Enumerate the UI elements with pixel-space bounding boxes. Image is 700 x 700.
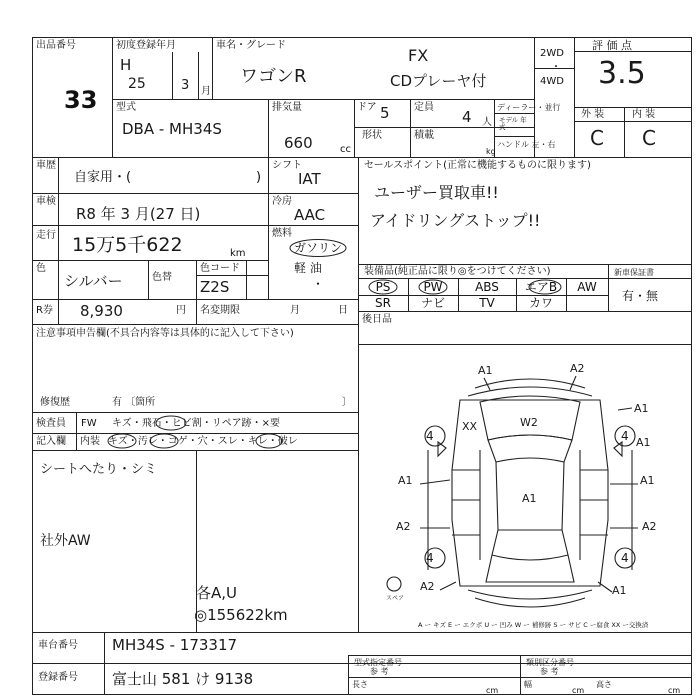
declaration-label: 注意事項申告欄(不具合内容等は具体的に記入して下さい) — [36, 328, 294, 339]
fuel-selected-circle — [288, 238, 348, 258]
reg-month-unit: 月 — [201, 86, 211, 97]
ext-label: 外 装 — [581, 109, 605, 120]
seats-unit: 人 — [482, 117, 492, 128]
lot-label: 出品番号 — [36, 40, 76, 51]
tax-label: R券 — [36, 305, 53, 316]
color-change-label: 色替 — [152, 272, 172, 283]
length-unit: cm — [486, 686, 499, 695]
reg-month: 3 — [181, 78, 190, 93]
equip-airbag: エアB — [524, 280, 558, 294]
repair-close: 〕 — [342, 397, 352, 408]
grade-note: CDプレーヤ付 — [390, 72, 487, 90]
mark-right-rear: A2 — [642, 520, 657, 533]
dealer-label: ディーラー・並行 — [497, 103, 561, 112]
mark-right-door: A1 — [640, 474, 655, 487]
mark-front-left-xx: XX — [462, 420, 478, 433]
fw-label: FW — [81, 418, 97, 429]
disp-label: 排気量 — [272, 102, 302, 113]
repair-label: 修復歴 — [40, 397, 70, 408]
exterior-items: キズ・飛石・ヒビ割・リペア跡・×要 — [112, 418, 280, 429]
sales-line2: アイドリングストップ!! — [370, 211, 541, 230]
inspection: R8 年 3 月(27 日) — [76, 205, 201, 223]
displacement: 660 — [284, 134, 313, 152]
mark-front-bumper: A1 — [478, 364, 493, 377]
mark-left-rear: A2 — [396, 520, 411, 533]
drive-4wd: 4WD — [540, 76, 564, 87]
category-label: 類別区分番号 — [526, 658, 574, 667]
shape-label: 形状 — [362, 130, 382, 141]
int-grade: C — [642, 126, 656, 150]
width-unit: cm — [572, 686, 585, 695]
sales-label: セールスポイント(正常に機能するものに限ります) — [364, 160, 591, 171]
frame-right — [691, 37, 692, 695]
reg-era: H — [120, 56, 132, 74]
plate-label: 登録番号 — [38, 672, 78, 683]
equip-sr: SR — [375, 296, 391, 310]
mark-hood: W2 — [520, 416, 538, 429]
mark-rear-left: A2 — [420, 580, 435, 593]
equip-abs: ABS — [475, 280, 499, 294]
mark-roof: A1 — [522, 492, 537, 505]
ac: AAC — [294, 206, 326, 224]
equipment-circles — [358, 278, 608, 296]
usage: 自家用・( — [74, 170, 132, 185]
sales-line1: ユーザー買取車!! — [374, 183, 499, 202]
name-change-day: 日 — [338, 305, 348, 316]
lot-number: 33 — [64, 86, 98, 114]
ac-label: 冷房 — [272, 196, 292, 207]
fuel-label: 燃料 — [272, 228, 292, 239]
usage-close: ) — [256, 170, 262, 185]
frame-left — [32, 37, 33, 695]
car-damage-diagram — [380, 360, 680, 630]
chassis: MH34S - 173317 — [112, 636, 238, 654]
svg-text:4: 4 — [426, 551, 434, 565]
name-change-label: 名変期限 — [200, 305, 240, 316]
equip-ps: PS — [375, 280, 391, 294]
model-cert-label: 型式指定番号 — [354, 658, 402, 667]
cargo-label: 積載 — [414, 130, 434, 141]
mileage-unit: km — [230, 248, 246, 259]
equip-tv: TV — [479, 296, 495, 310]
spare-label: スペア — [386, 595, 405, 602]
car-name: ワゴンR — [240, 66, 307, 87]
svg-text:4: 4 — [621, 429, 629, 443]
mark-right-mirror: A1 — [636, 436, 651, 449]
inspection-label: 車検 — [36, 196, 56, 207]
seats-label: 定員 — [414, 102, 434, 113]
model-label: 型式 — [116, 102, 136, 113]
chassis-label: 車台番号 — [38, 640, 78, 651]
model-year-label: モデル 年式 — [499, 116, 527, 131]
shift-label: シフト — [272, 160, 302, 171]
mark-right-fender: A1 — [634, 402, 649, 415]
door-label: ドア — [357, 102, 377, 113]
equip-aw: AW — [577, 280, 597, 294]
plate: 富士山 581 け 9138 — [112, 670, 254, 688]
mileage: 15万5千622 — [72, 234, 183, 256]
frame-top — [32, 37, 692, 38]
warranty-label: 新車保証書 — [614, 268, 654, 277]
seats: 4 — [462, 108, 472, 126]
auction-sheet: 出品番号 33 初度登録年月 H 25 3 月 車名・グレード ワゴンR FX CDプレーヤ付 2WD ・ 4WD 評 価 点 3.5 型式 DBA - MH34S 排気量 660 cc ドア 5 定員 4 人 形状 積載 kg ディーラー・並行 モデル 年式 ハンドル 左・右 外 装 内 装 C C 車歴 自家用・( ) 車検 R8 年 3 月(27 日) 走行 15万5千622 km 色 シルバー 色替 色コード Z2S R券 8,930 円 名変期限 月 日 シフト IAT 冷房 AAC 燃料 ガソリン 軽 油 ・ セールスポイント(正常に機能するものに限ります) ユーザー買取車!! アイドリングストップ!! 装備品(純正品に限り◎をつけてください) 新車保証書 有・無 PS PW ABS エアB AW SR ナビ TV カワ 後日品 注意事項申告欄(不具合内容等は具体的に記入して下さい) 修復歴 有 〔箇所 〕 検査員 記入欄 FW キズ・飛石・ヒビ割・リペア跡・×要 内装 キズ・汚レ・コゲ・穴・スレ・キレ・破レ シートへたり・シミ 社外AW 各A,U ◎155622km A1 A2 A1 XX W2 A1 A1 A1 A1 A2 A2 A2 A1 4 4 4 4 スペア A ー キズ E ー エクボ U ー 凹み W ー 補修跡 S ー サビ C ー腐食 XX ー交換済 車台番号 MH34S - 173317 登録番号 富士山 581 け 9138 型式指定番号 参 考 類別区分番号 参 考 長さ cm 幅 cm 高さ cm — [0, 0, 700, 700]
width-label: 幅 — [524, 680, 532, 689]
mark-front-right: A2 — [570, 362, 585, 375]
shift: IAT — [298, 170, 321, 188]
length-label: 長さ — [352, 680, 368, 689]
height-label: 高さ — [596, 680, 612, 689]
ref-2: 参 考 — [540, 667, 559, 676]
color-code-label: 色コード — [200, 263, 240, 274]
equipment-label: 装備品(純正品に限り◎をつけてください) — [364, 266, 551, 277]
reg-label: 初度登録年月 — [116, 40, 176, 51]
fuel-light: 軽 油 — [294, 261, 322, 275]
equip-pw: PW — [423, 280, 443, 294]
drive-2wd: 2WD — [540, 48, 564, 59]
usage-label: 車歴 — [36, 160, 56, 171]
equip-leather: カワ — [528, 296, 553, 310]
inspector-label: 検査員 — [36, 418, 66, 429]
equip-navi: ナビ — [420, 296, 445, 310]
entry-label: 記入欄 — [36, 436, 66, 447]
svg-text:4: 4 — [621, 551, 629, 565]
frame-bottom — [32, 694, 692, 695]
doors: 5 — [380, 104, 390, 122]
defect-circles — [100, 414, 360, 450]
car-label: 車名・グレード — [216, 40, 286, 51]
height-unit: cm — [668, 686, 681, 695]
reg-year: 25 — [128, 76, 146, 92]
model: DBA - MH34S — [122, 120, 222, 138]
hand-note-1: シートへたり・シミ — [40, 462, 158, 477]
damage-legend: A ー キズ E ー エクボ U ー 凹み W ー 補修跡 S ー サビ C ー腐食 XX ー交換済 — [418, 621, 649, 629]
handle-label: ハンドル 左・右 — [497, 140, 556, 149]
color-label: 色 — [36, 263, 46, 274]
hand-note-3: 各A,U — [196, 584, 238, 602]
score-label: 評 価 点 — [592, 39, 632, 52]
svg-text:4: 4 — [426, 429, 434, 443]
fuel-gas: ガソリン — [294, 241, 343, 255]
ext-grade: C — [590, 126, 604, 150]
interior-label: 内装 — [80, 436, 100, 447]
repair-value: 有 〔箇所 — [112, 397, 156, 408]
hand-note-4: ◎155622km — [194, 606, 288, 624]
name-change-month: 月 — [290, 305, 300, 316]
warranty: 有・無 — [622, 289, 659, 303]
score: 3.5 — [598, 56, 646, 91]
color-code: Z2S — [200, 278, 230, 296]
ref-1: 参 考 — [370, 667, 389, 676]
mileage-label: 走行 — [36, 230, 56, 241]
disp-unit: cc — [340, 144, 351, 155]
color: シルバー — [64, 272, 123, 290]
grade: FX — [408, 46, 429, 65]
hand-note-2: 社外AW — [40, 533, 91, 549]
interior-items: キズ・汚レ・コゲ・穴・スレ・キレ・破レ — [108, 436, 298, 447]
cargo-unit: kg — [486, 147, 496, 156]
tax: 8,930 — [80, 302, 123, 320]
int-label: 内 装 — [632, 109, 656, 120]
later-label: 後日品 — [362, 314, 392, 325]
mark-rear-right: A1 — [612, 584, 627, 597]
tax-unit: 円 — [176, 305, 186, 316]
mark-left-door: A1 — [398, 474, 413, 487]
